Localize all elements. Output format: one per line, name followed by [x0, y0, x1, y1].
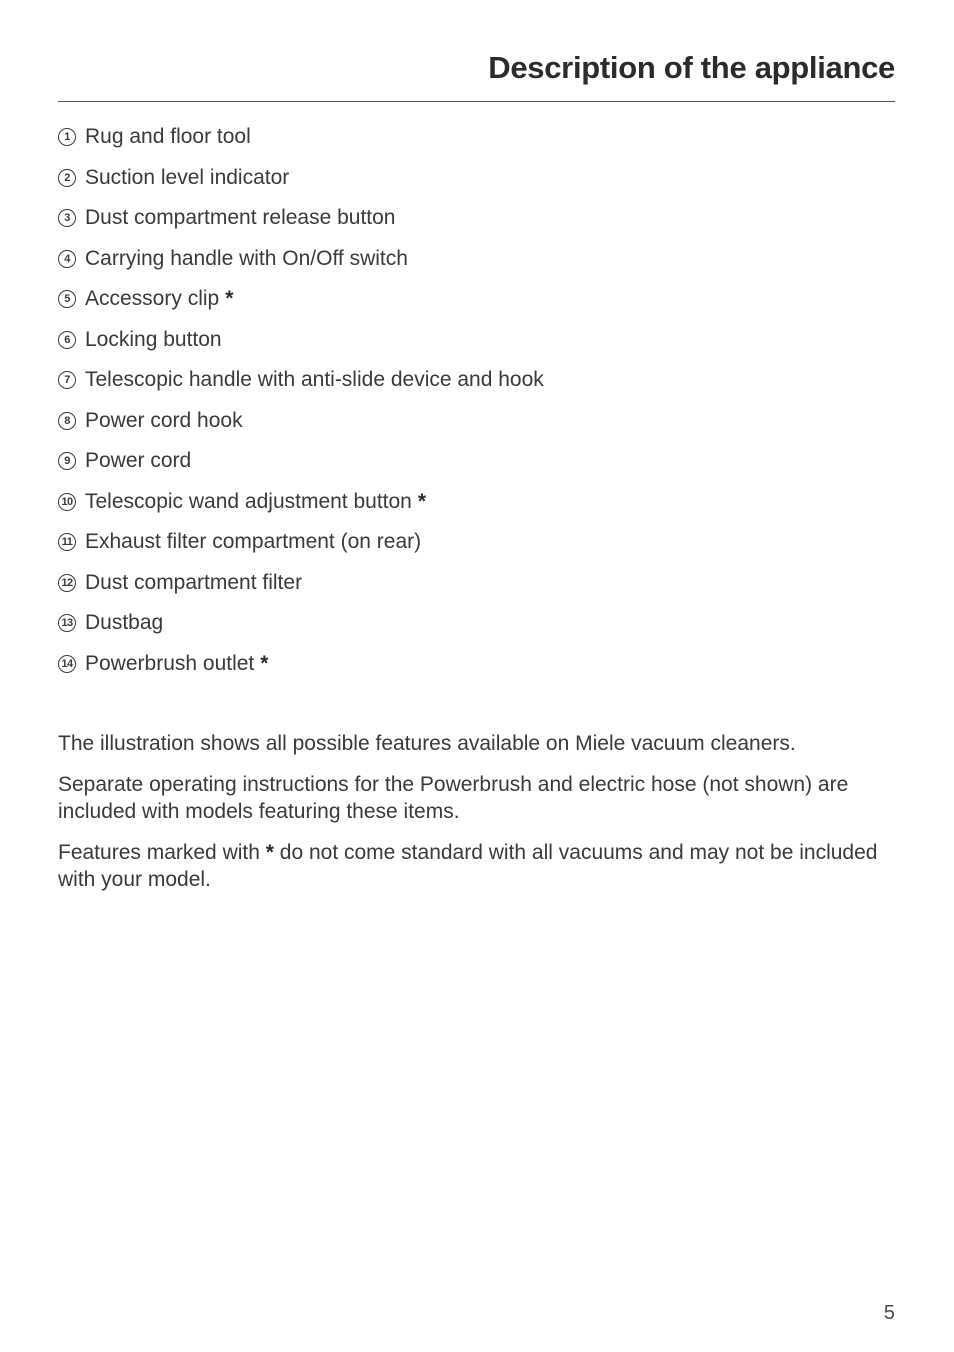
item-number-badge: 7 — [58, 371, 76, 389]
title-divider — [58, 101, 895, 102]
asterisk-marker: * — [417, 489, 427, 513]
item-label: Dust compartment release button — [85, 206, 396, 230]
features-note-suffix: do not come standard with all vacuums and may not be included with your model. — [58, 841, 878, 891]
item-number-badge: 6 — [58, 331, 76, 349]
list-item — [58, 563, 544, 604]
item-number-badge: 12 — [58, 574, 76, 592]
list-item — [58, 360, 544, 401]
item-number-badge: 1 — [58, 128, 76, 146]
item-label: Powerbrush outlet — [85, 651, 255, 675]
asterisk-marker: * — [225, 287, 234, 311]
list-item — [58, 320, 544, 361]
item-label: Accessory clip — [85, 287, 220, 311]
list-item — [58, 603, 544, 644]
features-note — [58, 839, 896, 893]
list-item — [58, 441, 544, 482]
item-label: Telescopic wand adjustment button — [85, 489, 412, 513]
item-number-badge: 11 — [58, 533, 76, 551]
item-label: Carrying handle with On/Off switch — [85, 246, 408, 270]
separate-instructions-note: Separate operating instructions for the Powerbrush and electric hose (not shown) are included with models featuring these items. — [58, 773, 849, 823]
parts-list — [58, 117, 544, 684]
item-label: Dust compartment filter — [85, 570, 303, 594]
list-item — [58, 198, 544, 239]
illustration-note: The illustration shows all possible features available on Miele vacuum cleaners. — [58, 732, 796, 755]
notes-section — [58, 730, 896, 907]
item-number-badge: 3 — [58, 209, 76, 227]
page-title: Description of the appliance — [488, 50, 895, 85]
item-number-badge: 4 — [58, 250, 76, 268]
item-label: Dustbag — [85, 611, 164, 635]
item-number-badge: 9 — [58, 452, 76, 470]
item-number-badge: 2 — [58, 169, 76, 187]
features-note-prefix: Features marked with — [58, 841, 266, 864]
item-label: Rug and floor tool — [85, 125, 251, 149]
item-label: Locking button — [85, 327, 222, 351]
asterisk-marker: * — [265, 841, 274, 864]
item-number-badge: 13 — [58, 614, 76, 632]
page-number: 5 — [883, 1302, 895, 1324]
list-item — [58, 522, 544, 563]
item-label: Suction level indicator — [85, 165, 290, 189]
asterisk-marker: * — [260, 651, 269, 675]
list-item — [58, 401, 544, 442]
list-item — [58, 239, 544, 280]
list-item — [58, 482, 544, 523]
list-item — [58, 279, 544, 320]
list-item — [58, 117, 544, 158]
item-label: Power cord hook — [85, 408, 243, 432]
item-number-badge: 5 — [58, 290, 76, 308]
item-number-badge: 10 — [58, 493, 76, 511]
item-number-badge: 8 — [58, 412, 76, 430]
item-label: Power cord — [85, 449, 192, 473]
item-number-badge: 14 — [58, 655, 76, 673]
list-item — [58, 158, 544, 199]
item-label: Exhaust filter compartment (on rear) — [85, 530, 422, 554]
item-label: Telescopic handle with anti-slide device and hook — [85, 368, 544, 392]
list-item — [58, 644, 544, 685]
